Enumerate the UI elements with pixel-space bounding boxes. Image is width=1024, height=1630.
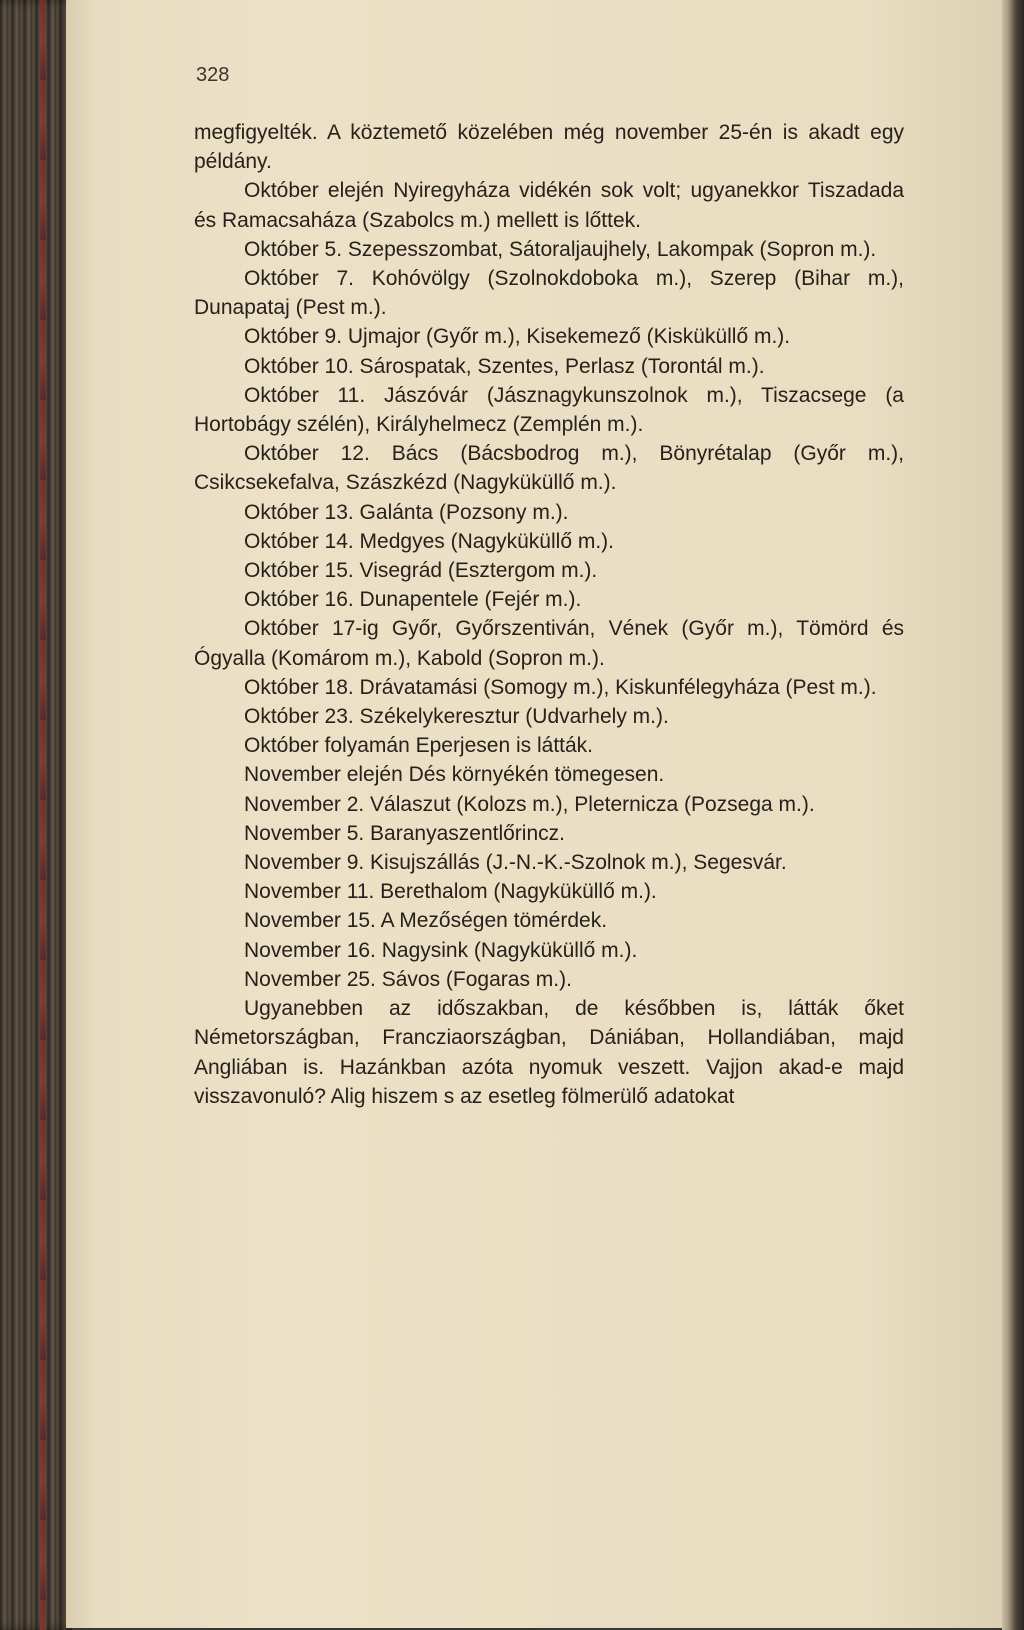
paragraph: Október 17-ig Győr, Győrszentiván, Vének (Győr m.), Tömörd és Ógyalla (Komárom m.), Kabold (Sopron m.). — [194, 617, 904, 670]
paragraph: November 11. Berethalom (Nagyküküllő m.). — [244, 880, 657, 904]
page-number: 328 — [196, 64, 230, 86]
paragraph: Október elején Nyiregyháza vidékén sok volt; ugyanekkor Tiszadada és Ramacsaháza (Szabolcs m.) mellett is lőttek. — [194, 179, 904, 232]
paragraph: November 9. Kisujszállás (J.-N.-K.-Szolnok m.), Segesvár. — [244, 851, 787, 875]
paragraph: Október 12. Bács (Bácsbodrog m.), Bönyrétalap (Győr m.), Csikcsekefalva, Szászkézd (Nagyküküllő m.). — [194, 442, 904, 495]
book-binding — [0, 0, 72, 1630]
paragraph: Október 14. Medgyes (Nagyküküllő m.). — [244, 529, 614, 553]
body-text — [194, 118, 904, 1111]
paragraph: Október 16. Dunapentele (Fejér m.). — [244, 588, 582, 612]
paragraph: Október 13. Galánta (Pozsony m.). — [244, 500, 569, 524]
paragraph: Október 11. Jászóvár (Jásznagykunszolnok m.), Tiszacsege (a Hortobágy szélén), Királyhelmecz (Zemplén m.). — [194, 383, 904, 437]
paragraph: November 16. Nagysink (Nagyküküllő m.). — [244, 938, 638, 962]
paragraph: November 25. Sávos (Fogaras m.). — [244, 967, 572, 991]
paragraph: Október 9. Ujmajor (Győr m.), Kisekemező (Kisküküllő m.). — [244, 325, 791, 349]
page-edge — [1002, 0, 1024, 1630]
paragraph: megfigyelték. A köztemető közelében még november 25-én is akadt egy példány. — [194, 121, 904, 174]
paragraph: November 5. Baranyaszentlőrincz. — [244, 821, 565, 845]
paragraph: Október 18. Drávatamási (Somogy m.), Kiskunfélegyháza (Pest m.). — [244, 675, 877, 699]
paragraph: November elején Dés környékén tömegesen. — [244, 763, 665, 787]
paragraph: Október 5. Szepesszombat, Sátoraljaujhely, Lakompak (Sopron m.). — [244, 237, 877, 261]
paragraph: Október folyamán Eperjesen is látták. — [244, 734, 594, 758]
paragraph: November 15. A Mezőségen tömérdek. — [244, 909, 608, 933]
paragraph: Október 7. Kohóvölgy (Szolnokdoboka m.), Szerep (Bihar m.), Dunapataj (Pest m.). — [194, 267, 904, 320]
paragraph: November 2. Válaszut (Kolozs m.), Pleternicza (Pozsega m.). — [244, 792, 815, 816]
binding-stripe — [40, 0, 46, 1630]
paragraph: Október 15. Visegrád (Esztergom m.). — [244, 559, 598, 583]
paragraph: Október 23. Székelykeresztur (Udvarhely m.). — [244, 705, 669, 729]
paragraph: Ugyanebben az időszakban, de későbben is, látták őket Németországban, Francziaországban, Dániában, Hollandiában, majd Angliában is. Hazánkban azóta nyomuk veszett. Vajjon akad-e majd visszavonuló? Alig hiszem s az esetleg fölmerülő adatokat — [194, 997, 904, 1108]
paragraph: Október 10. Sárospatak, Szentes, Perlasz (Torontál m.). — [244, 354, 765, 378]
